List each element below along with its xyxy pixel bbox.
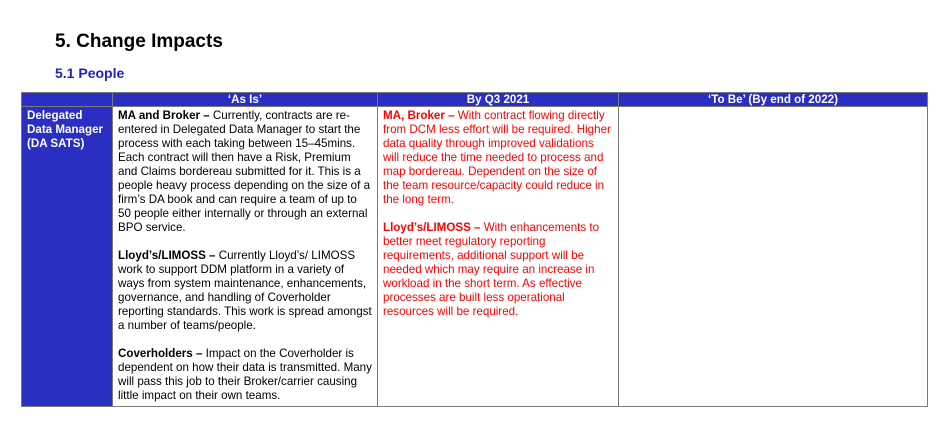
header-as-is: ‘As Is’ <box>113 93 378 107</box>
section-title: 5. Change Impacts <box>55 31 223 52</box>
as-is-coverholders-lead: Coverholders – <box>118 347 203 360</box>
as-is-lloyds-lead: Lloyd’s/LIMOSS – <box>118 249 216 262</box>
q3-lloyds <box>383 221 613 319</box>
as-is-ma-broker-lead: MA and Broker – <box>118 109 210 122</box>
q3-ma-broker-lead: MA, Broker – <box>383 109 455 122</box>
as-is-lloyds <box>118 249 372 333</box>
to-be-cell <box>619 107 928 407</box>
header-blank <box>22 93 113 107</box>
q3-ma-broker-text: With contract flowing directly from DCM less effort will be required. Higher data quality through improved validations will reduce the time needed to process and map bordereau. Dependent on the size of the team resource/capacity could reduce in the long term. <box>383 109 611 206</box>
header-to-be: ‘To Be’ (By end of 2022) <box>619 93 928 107</box>
table-row <box>22 107 928 407</box>
table-header-row <box>22 93 928 107</box>
as-is-ma-broker-text: Currently, contracts are re-entered in Delegated Data Manager to start the process with each taking between 15–45mins. Each contract will then have a Risk, Premium and Claims bordereau submitted for it. This is a people heavy process depending on the size of a firm’s DA book and can require a team of up to 50 people either internally or through an external BPO service. <box>118 109 371 234</box>
q3-2021-cell <box>378 107 619 407</box>
as-is-cell <box>113 107 378 407</box>
as-is-coverholders-text: Impact on the Coverholder is dependent on how their data is transmitted. Many will pass this job to their Broker/carrier causing little impact on their own teams. <box>118 347 372 402</box>
header-q3-2021: By Q3 2021 <box>378 93 619 107</box>
q3-lloyds-text: With enhancements to better meet regulatory reporting requirements, additional support will be needed which may require an increase in workload in the short term. As effective processes are built less operational resources will be required. <box>383 221 600 318</box>
as-is-coverholders <box>118 347 372 403</box>
q3-lloyds-lead: Lloyd’s/LIMOSS – <box>383 221 481 234</box>
row-header-ddm: Delegated Data Manager (DA SATS) <box>22 107 113 407</box>
as-is-lloyds-text: Currently Lloyd’s/ LIMOSS work to support DDM platform in a variety of ways from system maintenance, enhancements, governance, and handling of Coverholder reporting standards. This work is spread amongst a number of teams/people. <box>118 249 372 332</box>
subsection-title: 5.1 People <box>55 65 125 81</box>
q3-ma-broker <box>383 109 613 207</box>
change-impacts-table <box>21 92 928 407</box>
as-is-ma-broker <box>118 109 372 235</box>
